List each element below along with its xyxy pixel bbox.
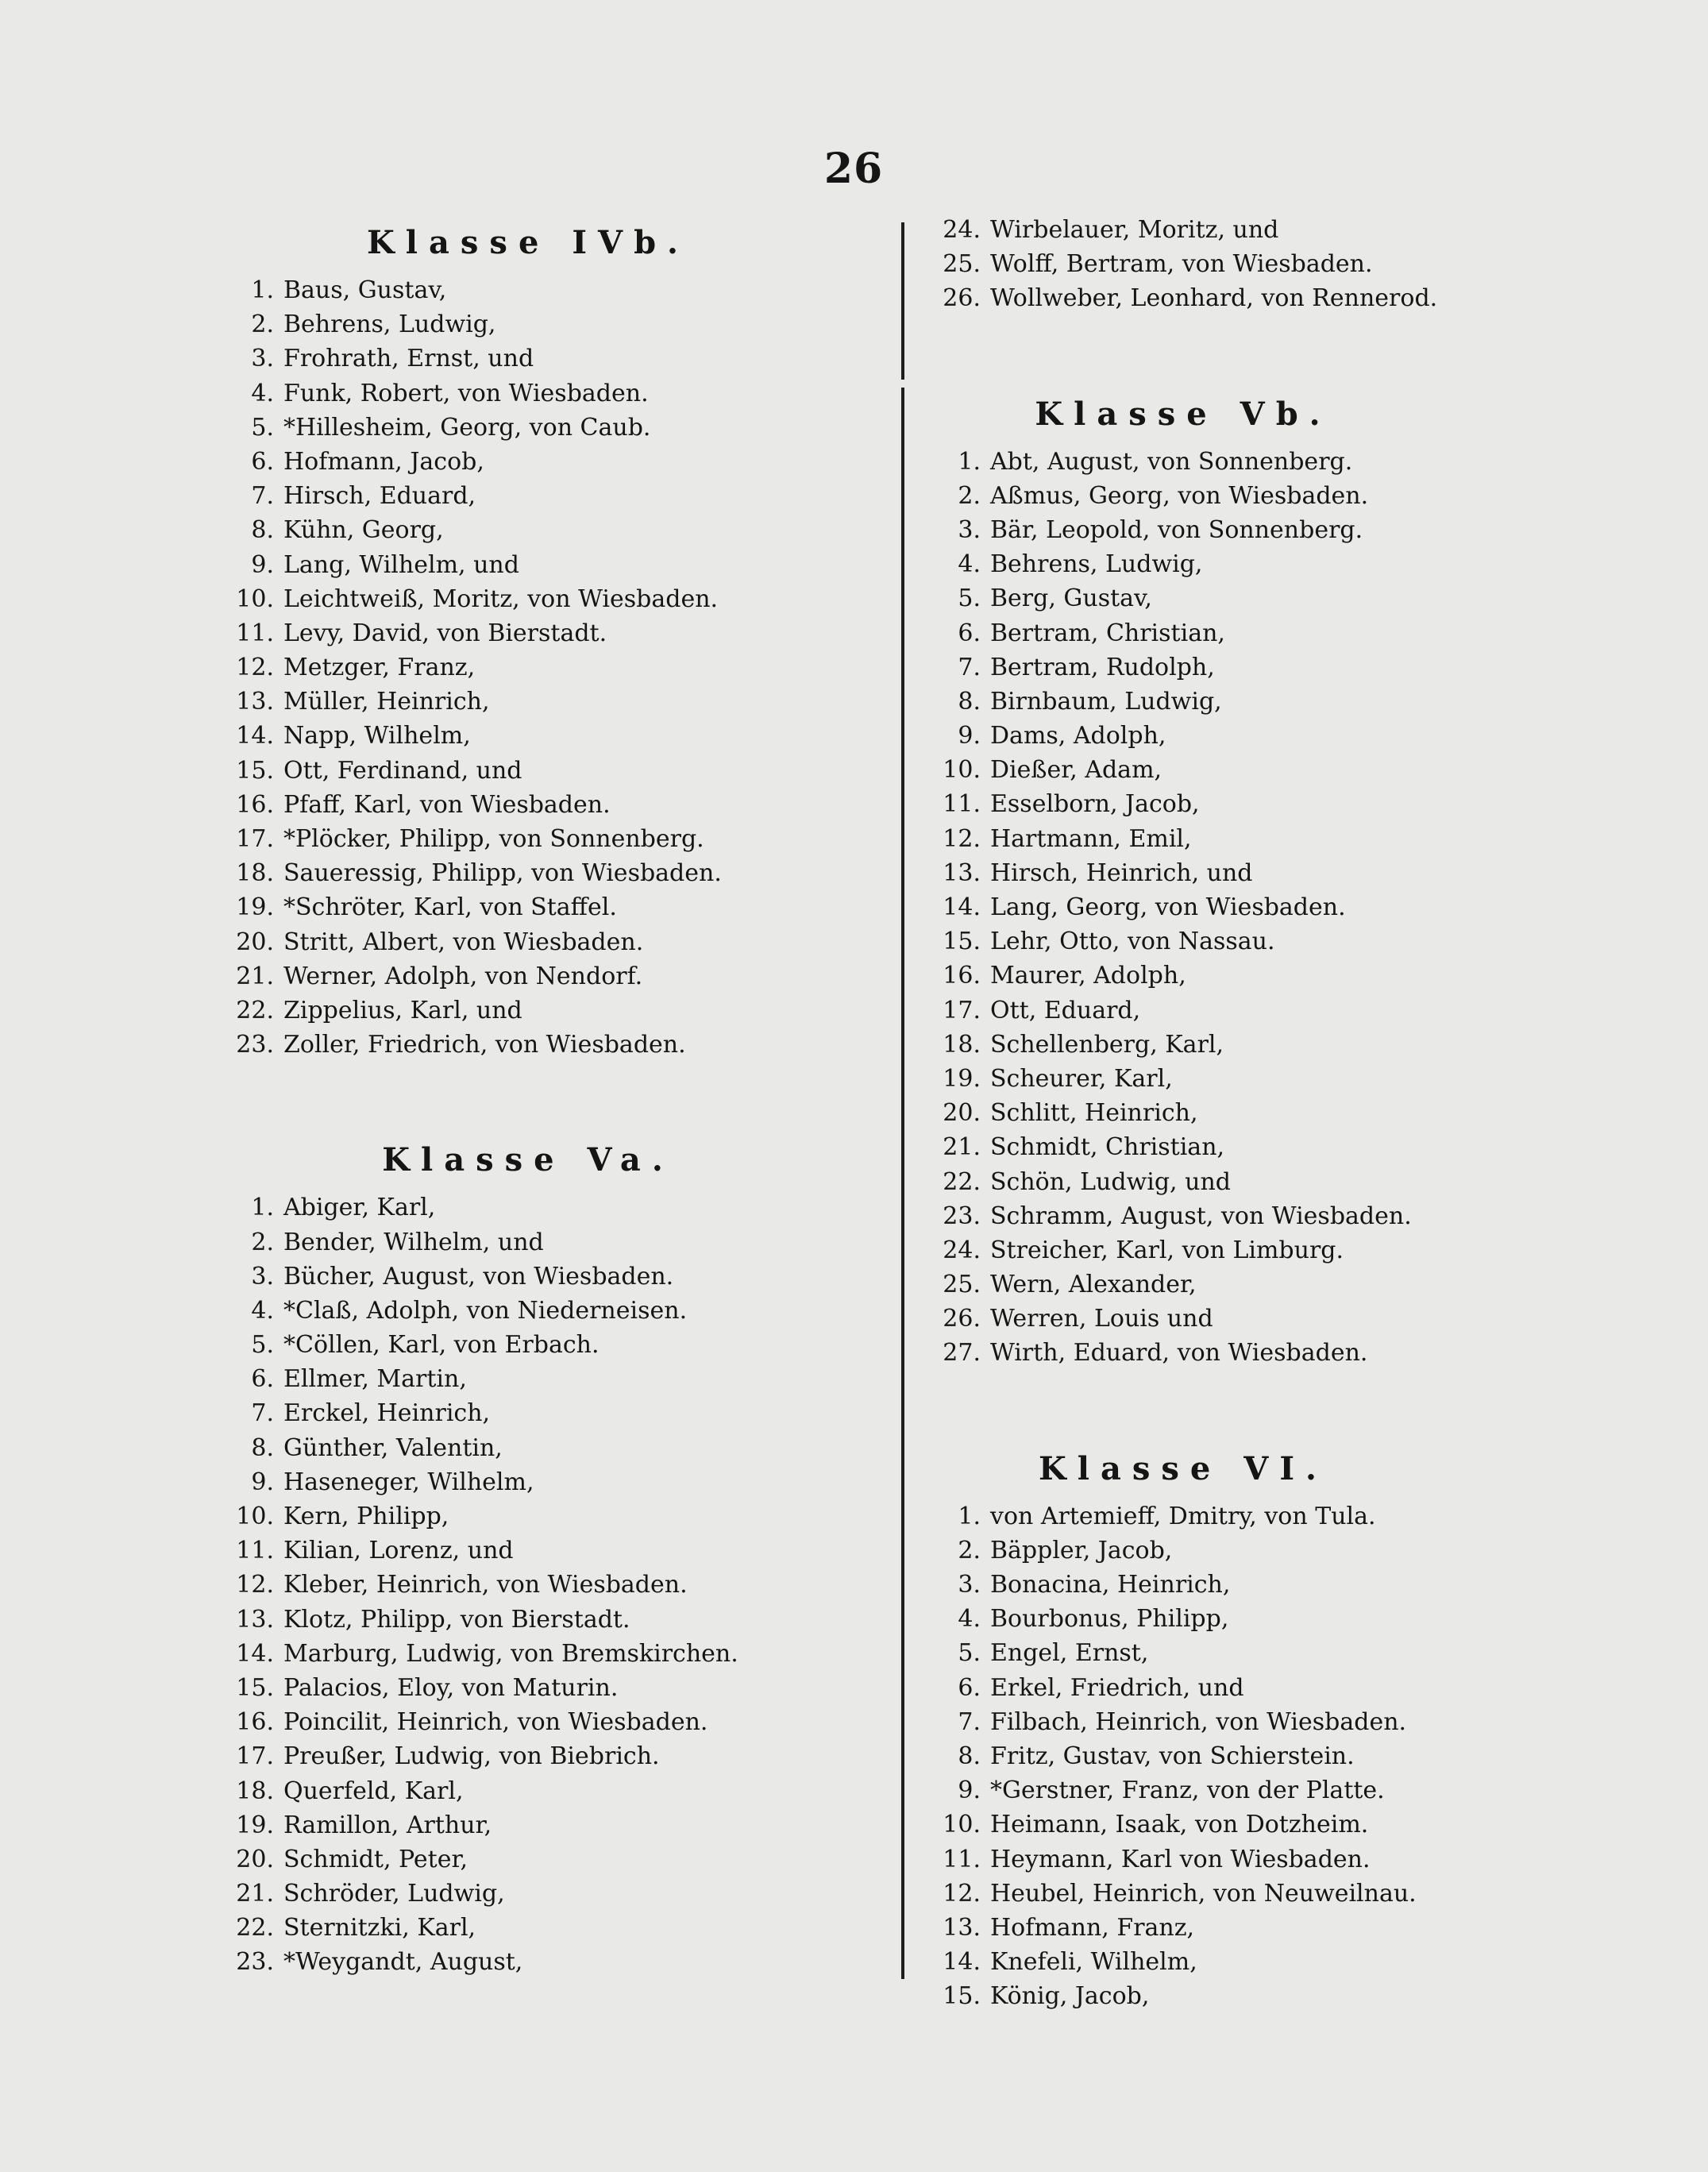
- student-entry: [937, 650, 1493, 685]
- entry-number: 2.: [251, 1228, 274, 1256]
- student-entry: [937, 1842, 1493, 1877]
- entry-number: 3.: [251, 1262, 274, 1290]
- student-entry: [937, 959, 1493, 993]
- entry-text: König, Jacob,: [990, 1982, 1150, 2011]
- section-gap: [230, 1062, 889, 1130]
- entry-text: Kühn, Georg,: [283, 516, 444, 545]
- entry-number: 6.: [958, 1673, 981, 1702]
- entry-text: Ott, Ferdinand, und: [283, 756, 522, 785]
- entry-text: Funk, Robert, von Wiesbaden.: [283, 379, 649, 407]
- student-entry: [230, 1877, 889, 1911]
- entry-text: Ott, Eduard,: [990, 996, 1141, 1024]
- student-entry: [230, 1190, 889, 1225]
- student-entry: [230, 548, 889, 582]
- entry-number: 19.: [943, 1064, 981, 1093]
- class-section: [937, 1439, 1493, 2014]
- student-entry: [937, 1671, 1493, 1705]
- student-entry: [937, 445, 1493, 479]
- entry-number: 24.: [943, 216, 981, 244]
- student-entry: [230, 754, 889, 788]
- student-entry: [230, 925, 889, 959]
- entry-text: Aßmus, Georg, von Wiesbaden.: [990, 481, 1369, 510]
- student-entry: [937, 1636, 1493, 1670]
- student-entry: [230, 341, 889, 376]
- student-entry: [937, 1165, 1493, 1199]
- entry-number: 7.: [958, 1707, 981, 1736]
- student-entry: [230, 1705, 889, 1739]
- entry-number: 9.: [251, 1468, 274, 1496]
- student-entry: [230, 582, 889, 616]
- entry-number: 15.: [943, 1982, 981, 2011]
- entry-number: 17.: [943, 996, 981, 1024]
- entry-text: Birnbaum, Ludwig,: [990, 687, 1222, 716]
- entry-number: 22.: [236, 1914, 274, 1942]
- entry-text: Bourbonus, Philipp,: [990, 1605, 1229, 1634]
- entry-text: Knefeli, Wilhelm,: [990, 1948, 1197, 1977]
- entry-text: Poincilit, Heinrich, von Wiesbaden.: [283, 1708, 708, 1737]
- entry-text: Levy, David, von Bierstadt.: [283, 619, 607, 647]
- entry-text: Erckel, Heinrich,: [283, 1399, 491, 1428]
- student-entry: [937, 1705, 1493, 1739]
- entry-number: 18.: [943, 1030, 981, 1059]
- entry-number: 1.: [958, 447, 981, 476]
- entry-text: Querfeld, Karl,: [283, 1777, 464, 1805]
- entry-number: 24.: [943, 1236, 981, 1264]
- student-entry: [937, 1199, 1493, 1233]
- entry-number: 2.: [958, 1536, 981, 1564]
- entry-text: *Cöllen, Karl, von Erbach.: [283, 1331, 600, 1360]
- entry-number: 26.: [943, 284, 981, 313]
- entry-number: 15.: [236, 756, 274, 785]
- entry-text: Pfaff, Karl, von Wiesbaden.: [283, 790, 611, 819]
- entry-text: Dams, Adolph,: [990, 722, 1166, 750]
- student-entry: [937, 1911, 1493, 1945]
- student-entry: [230, 1568, 889, 1602]
- entry-number: 14.: [236, 722, 274, 750]
- student-entry: [230, 1294, 889, 1328]
- entry-number: 5.: [958, 1639, 981, 1668]
- entry-text: Hirsch, Heinrich, und: [990, 858, 1253, 887]
- entry-number: 23.: [236, 1031, 274, 1059]
- entry-text: Marburg, Ludwig, von Bremskirchen.: [283, 1639, 738, 1668]
- entry-text: Hirsch, Eduard,: [283, 482, 476, 511]
- entry-number: 9.: [251, 550, 274, 579]
- entry-text: Wolff, Bertram, von Wiesbaden.: [990, 250, 1373, 279]
- entry-number: 6.: [251, 1365, 274, 1394]
- entry-text: Sternitzki, Karl,: [283, 1914, 476, 1942]
- entry-number: 9.: [958, 1777, 981, 1805]
- entry-text: Wirbelauer, Moritz, und: [990, 216, 1279, 244]
- entry-text: Preußer, Ludwig, von Biebrich.: [283, 1742, 660, 1771]
- entry-number: 20.: [943, 1099, 981, 1128]
- student-entry: [230, 1396, 889, 1430]
- student-entry: [937, 924, 1493, 959]
- entry-text: Metzger, Franz,: [283, 654, 476, 682]
- student-entry: [937, 1233, 1493, 1267]
- student-entry: [937, 616, 1493, 650]
- student-entry: [937, 281, 1493, 315]
- entry-text: Engel, Ernst,: [990, 1639, 1149, 1668]
- entry-text: Heubel, Heinrich, von Neuweilnau.: [990, 1879, 1417, 1908]
- entry-number: 15.: [943, 928, 981, 956]
- entry-text: Scheurer, Karl,: [990, 1064, 1173, 1093]
- entry-number: 13.: [943, 1913, 981, 1942]
- entry-text: Bender, Wilhelm, und: [283, 1228, 544, 1256]
- entry-text: Hofmann, Jacob,: [283, 447, 484, 476]
- student-entry: [230, 411, 889, 445]
- entry-text: Baus, Gustav,: [283, 276, 447, 304]
- student-entry: [937, 1602, 1493, 1636]
- entry-text: Bäppler, Jacob,: [990, 1536, 1173, 1564]
- entry-text: Dießer, Adam,: [990, 756, 1162, 785]
- entry-number: 16.: [236, 1708, 274, 1737]
- entry-text: Fritz, Gustav, von Schierstein.: [990, 1742, 1355, 1770]
- entry-text: Kilian, Lorenz, und: [283, 1537, 514, 1565]
- student-entry: [937, 1130, 1493, 1164]
- column-divider-top: [901, 222, 904, 380]
- entry-text: Wirth, Eduard, von Wiesbaden.: [990, 1339, 1368, 1368]
- student-entry: [937, 753, 1493, 787]
- entry-number: 9.: [958, 722, 981, 750]
- entry-text: Bücher, August, von Wiesbaden.: [283, 1262, 674, 1290]
- student-entry: [937, 1096, 1493, 1130]
- student-entry: [937, 1979, 1493, 2013]
- student-entry: [230, 445, 889, 479]
- student-entry: [230, 993, 889, 1028]
- class-heading: Klasse IVb.: [367, 224, 689, 261]
- student-entry: [230, 650, 889, 685]
- entry-text: Behrens, Ludwig,: [990, 550, 1203, 579]
- entry-number: 7.: [251, 482, 274, 511]
- student-entry: [937, 1773, 1493, 1807]
- entry-number: 8.: [251, 1433, 274, 1462]
- student-entry: [937, 685, 1493, 719]
- column-divider: [901, 388, 904, 1979]
- entry-text: Müller, Heinrich,: [283, 688, 490, 716]
- entry-text: Schlitt, Heinrich,: [990, 1099, 1198, 1128]
- student-entry: [230, 376, 889, 411]
- entry-number: 10.: [236, 1503, 274, 1530]
- student-entry: [230, 788, 889, 822]
- entry-text: Haseneger, Wilhelm,: [283, 1468, 534, 1496]
- entry-text: *Schröter, Karl, von Staffel.: [283, 893, 617, 922]
- entry-text: Schmidt, Peter,: [283, 1845, 468, 1873]
- entry-text: Heimann, Isaak, von Dotzheim.: [990, 1811, 1369, 1839]
- student-entry: [230, 1028, 889, 1062]
- entry-text: *Gerstner, Franz, von der Platte.: [990, 1777, 1385, 1805]
- entry-number: 14.: [943, 893, 981, 921]
- entry-number: 1.: [251, 1194, 274, 1222]
- entry-text: Filbach, Heinrich, von Wiesbaden.: [990, 1707, 1407, 1736]
- entry-number: 25.: [943, 250, 981, 279]
- entry-text: Lehr, Otto, von Nassau.: [990, 928, 1275, 956]
- student-entry: [937, 581, 1493, 615]
- entry-number: 8.: [251, 516, 274, 545]
- student-entry: [230, 959, 889, 993]
- entry-number: 19.: [236, 893, 274, 922]
- entry-number: 5.: [251, 1331, 274, 1360]
- entry-number: 1.: [958, 1502, 981, 1530]
- entry-number: 19.: [236, 1811, 274, 1839]
- section-gap: [937, 1371, 1493, 1439]
- entry-number: 15.: [236, 1673, 274, 1702]
- entry-number: 4.: [251, 379, 274, 407]
- student-entry: [230, 822, 889, 856]
- entry-number: 17.: [236, 825, 274, 853]
- entry-number: 18.: [236, 1777, 274, 1805]
- left-column: [230, 213, 889, 1980]
- entry-text: Werner, Adolph, von Nendorf.: [283, 962, 643, 990]
- class-heading: Klasse Vb.: [1035, 395, 1332, 433]
- entry-text: *Hillesheim, Georg, von Caub.: [283, 413, 651, 442]
- student-entry: [230, 685, 889, 719]
- entry-number: 14.: [943, 1948, 981, 1977]
- entry-text: Lang, Georg, von Wiesbaden.: [990, 893, 1346, 921]
- entry-number: 11.: [943, 790, 981, 819]
- student-entry: [230, 719, 889, 753]
- entry-number: 18.: [236, 859, 274, 888]
- entry-text: Wern, Alexander,: [990, 1271, 1197, 1299]
- student-entry: [937, 1945, 1493, 1979]
- entry-text: Zippelius, Karl, und: [283, 996, 522, 1024]
- entry-text: Kleber, Heinrich, von Wiesbaden.: [283, 1571, 688, 1599]
- entry-text: Schmidt, Christian,: [990, 1133, 1225, 1162]
- student-entry: [937, 1568, 1493, 1602]
- entry-number: 14.: [236, 1639, 274, 1668]
- entry-number: 23.: [943, 1202, 981, 1230]
- student-entry: [230, 307, 889, 341]
- entry-number: 3.: [958, 1571, 981, 1599]
- entry-text: Klotz, Philipp, von Bierstadt.: [283, 1605, 630, 1634]
- student-entry: [230, 1465, 889, 1499]
- entry-number: 13.: [236, 688, 274, 716]
- student-entry: [230, 1431, 889, 1465]
- entry-number: 4.: [251, 1296, 274, 1325]
- student-entry: [937, 1499, 1493, 1534]
- entry-text: Esselborn, Jacob,: [990, 790, 1200, 819]
- student-entry: [230, 1603, 889, 1637]
- entry-text: Bonacina, Heinrich,: [990, 1571, 1231, 1599]
- entry-text: Abt, August, von Sonnenberg.: [990, 447, 1353, 476]
- entry-number: 7.: [251, 1399, 274, 1428]
- entry-text: Schramm, August, von Wiesbaden.: [990, 1202, 1412, 1230]
- entry-number: 12.: [236, 654, 274, 682]
- student-entry: [937, 787, 1493, 821]
- entry-text: Hartmann, Emil,: [990, 824, 1192, 853]
- entry-text: Bär, Leopold, von Sonnenberg.: [990, 515, 1363, 544]
- entry-text: Abiger, Karl,: [283, 1194, 436, 1222]
- student-entry: [937, 1877, 1493, 1911]
- entry-number: 5.: [958, 584, 981, 613]
- student-entry: [937, 213, 1493, 247]
- entry-number: 2.: [251, 311, 274, 339]
- entry-text: Maurer, Adolph,: [990, 962, 1186, 990]
- class-section: [937, 384, 1493, 1371]
- student-entry: [937, 247, 1493, 281]
- student-entry: [937, 547, 1493, 581]
- class-heading: Klasse VI.: [1039, 1449, 1328, 1487]
- page-number: 26: [823, 145, 884, 193]
- student-entry: [230, 616, 889, 650]
- student-entry: [230, 1945, 889, 1979]
- entry-number: 4.: [958, 1605, 981, 1634]
- student-entry: [230, 273, 889, 307]
- entry-number: 8.: [958, 1742, 981, 1770]
- entry-number: 20.: [236, 928, 274, 956]
- entry-number: 16.: [943, 962, 981, 990]
- entry-text: Lang, Wilhelm, und: [283, 550, 519, 579]
- entry-text: Stritt, Albert, von Wiesbaden.: [283, 928, 644, 956]
- entry-text: Bertram, Christian,: [990, 619, 1225, 647]
- student-entry: [230, 1362, 889, 1396]
- right-column: [937, 213, 1493, 2013]
- class-section: [230, 213, 889, 1062]
- student-entry: [937, 856, 1493, 890]
- student-entry: [937, 1302, 1493, 1336]
- entry-number: 27.: [943, 1339, 981, 1368]
- entry-number: 12.: [943, 824, 981, 853]
- entry-text: Napp, Wilhelm,: [283, 722, 471, 750]
- student-entry: [230, 1842, 889, 1877]
- entry-text: Schröder, Ludwig,: [283, 1880, 505, 1908]
- entry-number: 13.: [236, 1605, 274, 1634]
- entry-text: Palacios, Eloy, von Maturin.: [283, 1673, 619, 1702]
- entry-text: Frohrath, Ernst, und: [283, 345, 534, 373]
- entry-number: 12.: [943, 1879, 981, 1908]
- student-entry: [937, 993, 1493, 1028]
- student-entry: [230, 856, 889, 890]
- entry-text: Schellenberg, Karl,: [990, 1030, 1224, 1059]
- student-entry: [937, 479, 1493, 513]
- student-entry: [230, 1260, 889, 1294]
- student-entry: [937, 1028, 1493, 1062]
- student-entry: [937, 1739, 1493, 1773]
- student-entry: [937, 1062, 1493, 1096]
- entry-number: 4.: [958, 550, 981, 579]
- student-entry: [230, 1808, 889, 1842]
- class-section: [937, 213, 1493, 316]
- entry-number: 11.: [236, 619, 274, 647]
- entry-number: 8.: [958, 687, 981, 716]
- student-entry: [230, 1225, 889, 1260]
- student-entry: [937, 1534, 1493, 1568]
- student-entry: [937, 719, 1493, 753]
- entry-text: Ramillon, Arthur,: [283, 1811, 492, 1839]
- student-entry: [230, 1774, 889, 1808]
- entry-number: 25.: [943, 1271, 981, 1299]
- entry-number: 17.: [236, 1742, 274, 1771]
- entry-number: 12.: [236, 1571, 274, 1599]
- entry-number: 26.: [943, 1305, 981, 1333]
- entry-number: 11.: [236, 1537, 274, 1565]
- entry-number: 13.: [943, 858, 981, 887]
- student-entry: [937, 1336, 1493, 1370]
- entry-number: 6.: [958, 619, 981, 647]
- entry-number: 22.: [236, 996, 274, 1024]
- entry-text: *Weygandt, August,: [283, 1948, 523, 1977]
- entry-number: 5.: [251, 413, 274, 442]
- student-entry: [230, 479, 889, 513]
- entry-text: Werren, Louis und: [990, 1305, 1213, 1333]
- entry-text: Wollweber, Leonhard, von Rennerod.: [990, 284, 1438, 313]
- student-entry: [937, 1267, 1493, 1302]
- entry-number: 7.: [958, 653, 981, 681]
- entry-text: Bertram, Rudolph,: [990, 653, 1215, 681]
- student-entry: [230, 1637, 889, 1671]
- entry-number: 22.: [943, 1167, 981, 1196]
- entry-text: Kern, Philipp,: [283, 1503, 449, 1530]
- entry-number: 1.: [251, 276, 274, 304]
- entry-number: 10.: [943, 756, 981, 785]
- entry-text: Leichtweiß, Moritz, von Wiesbaden.: [283, 584, 719, 613]
- entry-text: von Artemieff, Dmitry, von Tula.: [990, 1502, 1376, 1530]
- entry-number: 21.: [943, 1133, 981, 1162]
- entry-number: 10.: [943, 1811, 981, 1839]
- student-entry: [230, 1671, 889, 1705]
- entry-number: 11.: [943, 1845, 981, 1873]
- entry-text: Hofmann, Franz,: [990, 1913, 1195, 1942]
- student-entry: [230, 1328, 889, 1362]
- student-entry: [230, 1739, 889, 1773]
- entry-number: 21.: [236, 962, 274, 990]
- entry-text: Berg, Gustav,: [990, 584, 1152, 613]
- entry-number: 10.: [236, 584, 274, 613]
- entry-text: *Plöcker, Philipp, von Sonnenberg.: [283, 825, 704, 853]
- entry-text: *Claß, Adolph, von Niederneisen.: [283, 1296, 688, 1325]
- section-gap: [937, 316, 1493, 384]
- entry-number: 3.: [958, 515, 981, 544]
- entry-text: Schön, Ludwig, und: [990, 1167, 1231, 1196]
- entry-text: Streicher, Karl, von Limburg.: [990, 1236, 1344, 1264]
- student-entry: [230, 513, 889, 547]
- student-entry: [937, 513, 1493, 547]
- student-entry: [230, 1911, 889, 1945]
- entry-number: 16.: [236, 790, 274, 819]
- entry-text: Ellmer, Martin,: [283, 1365, 467, 1394]
- student-entry: [937, 1807, 1493, 1842]
- entry-text: Zoller, Friedrich, von Wiesbaden.: [283, 1031, 686, 1059]
- entry-number: 6.: [251, 447, 274, 476]
- entry-number: 21.: [236, 1880, 274, 1908]
- student-entry: [230, 890, 889, 924]
- entry-text: Behrens, Ludwig,: [283, 311, 496, 339]
- student-entry: [230, 1534, 889, 1568]
- student-entry: [230, 1499, 889, 1534]
- entry-text: Saueressig, Philipp, von Wiesbaden.: [283, 859, 722, 888]
- class-heading: Klasse Va.: [382, 1141, 674, 1179]
- student-entry: [937, 822, 1493, 856]
- student-entry: [937, 890, 1493, 924]
- entry-text: Günther, Valentin,: [283, 1433, 503, 1462]
- entry-number: 2.: [958, 481, 981, 510]
- entry-number: 20.: [236, 1845, 274, 1873]
- class-section: [230, 1130, 889, 1979]
- entry-number: 23.: [236, 1948, 274, 1977]
- entry-text: Heymann, Karl von Wiesbaden.: [990, 1845, 1371, 1873]
- entry-text: Erkel, Friedrich, und: [990, 1673, 1244, 1702]
- entry-number: 3.: [251, 345, 274, 373]
